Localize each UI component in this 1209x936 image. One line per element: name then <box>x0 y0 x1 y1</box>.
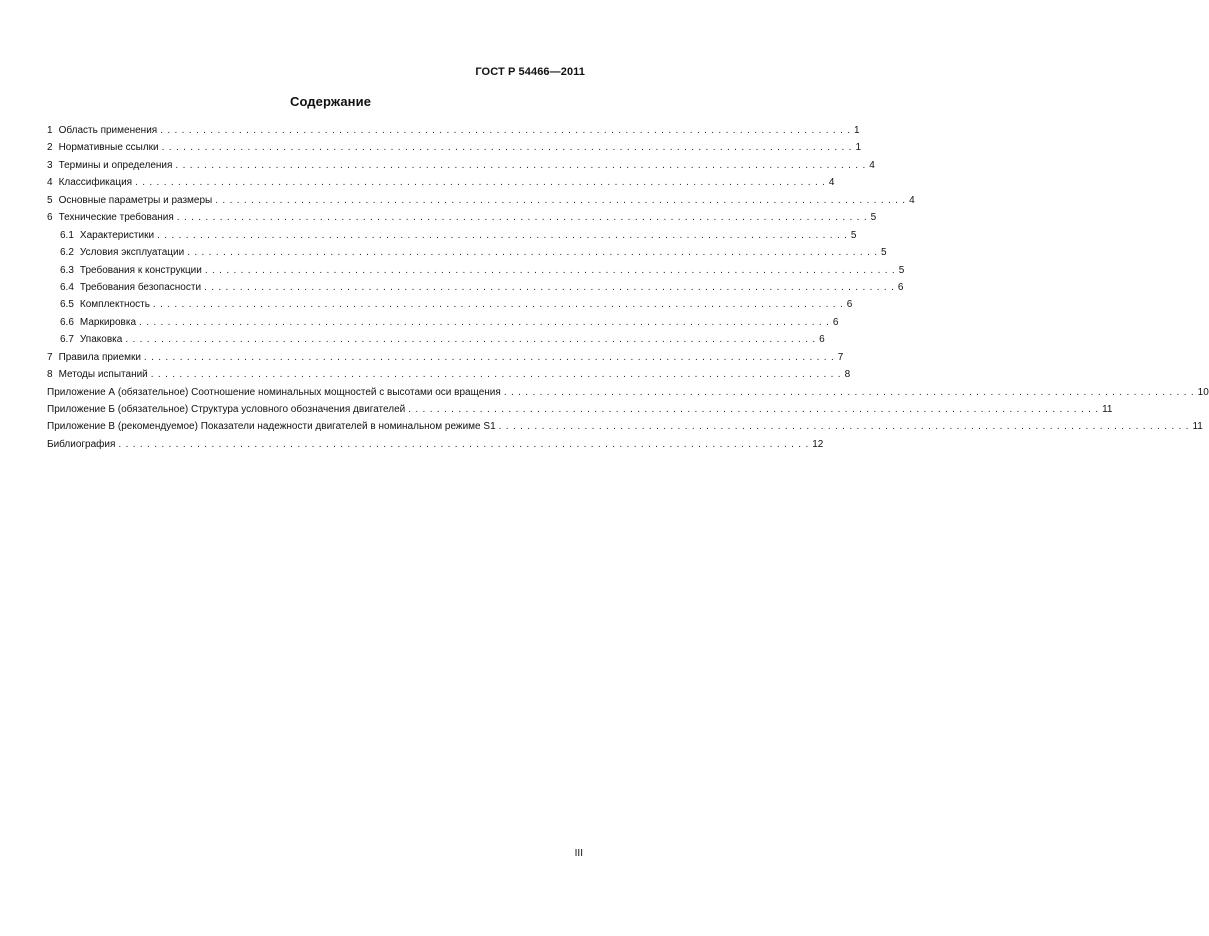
toc-entry-number: 6.3 <box>60 264 74 276</box>
toc-entry-number: 5 <box>47 194 53 206</box>
toc-entry-page: 4 <box>909 194 915 206</box>
toc-entry-title: Методы испытаний <box>58 369 148 381</box>
toc-dot-leader <box>212 192 905 209</box>
toc-entry-page: 1 <box>855 142 862 154</box>
toc-entry-page: 6 <box>819 334 825 346</box>
toc-entry-page: 5 <box>881 247 887 259</box>
toc-entry-number: 7 <box>47 351 53 363</box>
toc-entry-title: Маркировка <box>79 316 137 328</box>
toc-entry-page: 10 <box>1197 386 1209 398</box>
toc-entry-title: Термины и определения <box>58 159 173 171</box>
toc-entry-page: 1 <box>854 125 860 136</box>
toc-entry-title: Основные параметры и размеры <box>58 194 213 206</box>
toc-entry-page: 6 <box>832 316 839 328</box>
toc-entry[interactable] <box>47 262 905 279</box>
toc-entry-page: 5 <box>850 229 857 241</box>
toc-entry-title: Библиография <box>47 438 116 450</box>
toc-entry[interactable] <box>47 349 844 366</box>
toc-entry-page: 12 <box>812 438 824 450</box>
toc-dot-leader <box>157 122 850 139</box>
toc-entry-page: 4 <box>869 159 875 171</box>
toc-entry-number: 6.4 <box>60 281 74 293</box>
toc-entry-number: 6.5 <box>60 299 74 311</box>
toc-dot-leader <box>405 401 1098 418</box>
toc-entry[interactable] <box>47 192 915 209</box>
toc-entry[interactable] <box>47 418 1203 435</box>
toc-entry[interactable] <box>47 157 875 174</box>
toc-title: Содержание <box>289 94 372 109</box>
toc-entry-title: Приложение А (обязательное) Соотношение номинальных мощностей с высотами оси вращения <box>47 386 501 398</box>
toc-entry[interactable] <box>47 174 835 191</box>
toc-entry-number: 3 <box>47 159 53 171</box>
toc-entry[interactable] <box>47 122 860 139</box>
toc-entry-number: 1 <box>47 125 53 136</box>
toc-entry-number: 6.2 <box>60 247 74 259</box>
toc-dot-leader <box>154 227 847 244</box>
toc-entry-page: 5 <box>870 212 877 224</box>
toc-entry-title: Комплектность <box>79 299 150 311</box>
toc-entry[interactable] <box>47 401 1113 418</box>
toc-entry-number: 6.1 <box>60 229 74 241</box>
toc-entry-title: Правила приемки <box>58 351 141 363</box>
toc-entry-number: 2 <box>47 142 53 154</box>
toc-entry-title: Приложение В (рекомендуемое) Показатели надежности двигателей в номинальном режиме S1 <box>47 421 496 433</box>
toc-dot-leader <box>150 296 843 313</box>
toc-entry-number: 6 <box>47 212 53 224</box>
toc-entry[interactable] <box>47 227 857 244</box>
toc-entry[interactable] <box>47 296 853 313</box>
toc-entry-title: Нормативные ссылки <box>58 142 159 154</box>
toc-entry-title: Характеристики <box>79 229 155 241</box>
toc-entry-title: Упаковка <box>79 334 123 346</box>
toc-dot-leader <box>136 314 829 331</box>
toc-entry-title: Требования к конструкции <box>79 264 202 276</box>
page-folio: III <box>574 848 583 859</box>
toc-entry-number: 6.7 <box>60 334 74 346</box>
toc-entry-page: 11 <box>1192 421 1203 433</box>
toc-entry[interactable] <box>47 436 824 453</box>
toc-dot-leader <box>141 349 834 366</box>
toc-entry[interactable] <box>47 314 839 331</box>
toc-entry-page: 5 <box>898 264 905 276</box>
toc-dot-leader <box>496 418 1189 435</box>
toc-dot-leader <box>148 366 841 383</box>
toc-entry-page: 8 <box>844 369 851 381</box>
toc-entry-number: 8 <box>47 369 53 381</box>
toc-entry-title: Приложение Б (обязательное) Структура условного обозначения двигателей <box>47 404 406 415</box>
toc-entry[interactable] <box>47 139 862 156</box>
toc-dot-leader <box>202 262 895 279</box>
toc-entry-title: Требования безопасности <box>79 281 202 293</box>
toc-dot-leader <box>201 279 894 296</box>
toc-entry[interactable] <box>47 384 1209 401</box>
toc-entry[interactable] <box>47 209 877 226</box>
toc-entry-page: 4 <box>828 177 835 189</box>
toc-dot-leader <box>115 436 808 453</box>
toc-entry-page: 6 <box>846 299 853 311</box>
toc-entry-page: 11 <box>1102 404 1113 415</box>
toc-dot-leader <box>174 209 867 226</box>
toc-entry-page: 6 <box>897 281 904 293</box>
toc-dot-leader <box>501 384 1194 401</box>
toc-entry[interactable] <box>47 331 825 348</box>
toc-dot-leader <box>132 174 825 191</box>
toc-dot-leader <box>122 331 815 348</box>
toc-entry-number: 4 <box>47 177 53 189</box>
toc-entry-title: Технические требования <box>58 212 174 224</box>
toc-entry-title: Область применения <box>58 125 158 136</box>
toc-entry[interactable] <box>47 279 904 296</box>
toc-entry-number: 6.6 <box>60 316 74 328</box>
toc-dot-leader <box>172 157 865 174</box>
toc-dot-leader <box>184 244 877 261</box>
standard-number: ГОСТ Р 54466—2011 <box>475 66 585 78</box>
toc-entry[interactable] <box>47 366 851 383</box>
toc-entry[interactable] <box>47 244 887 261</box>
toc-dot-leader <box>159 139 852 156</box>
toc-entry-page: 7 <box>837 351 844 363</box>
toc-entry-title: Условия эксплуатации <box>79 247 185 259</box>
toc-entry-title: Классификация <box>58 177 133 189</box>
table-of-contents <box>47 122 1209 453</box>
